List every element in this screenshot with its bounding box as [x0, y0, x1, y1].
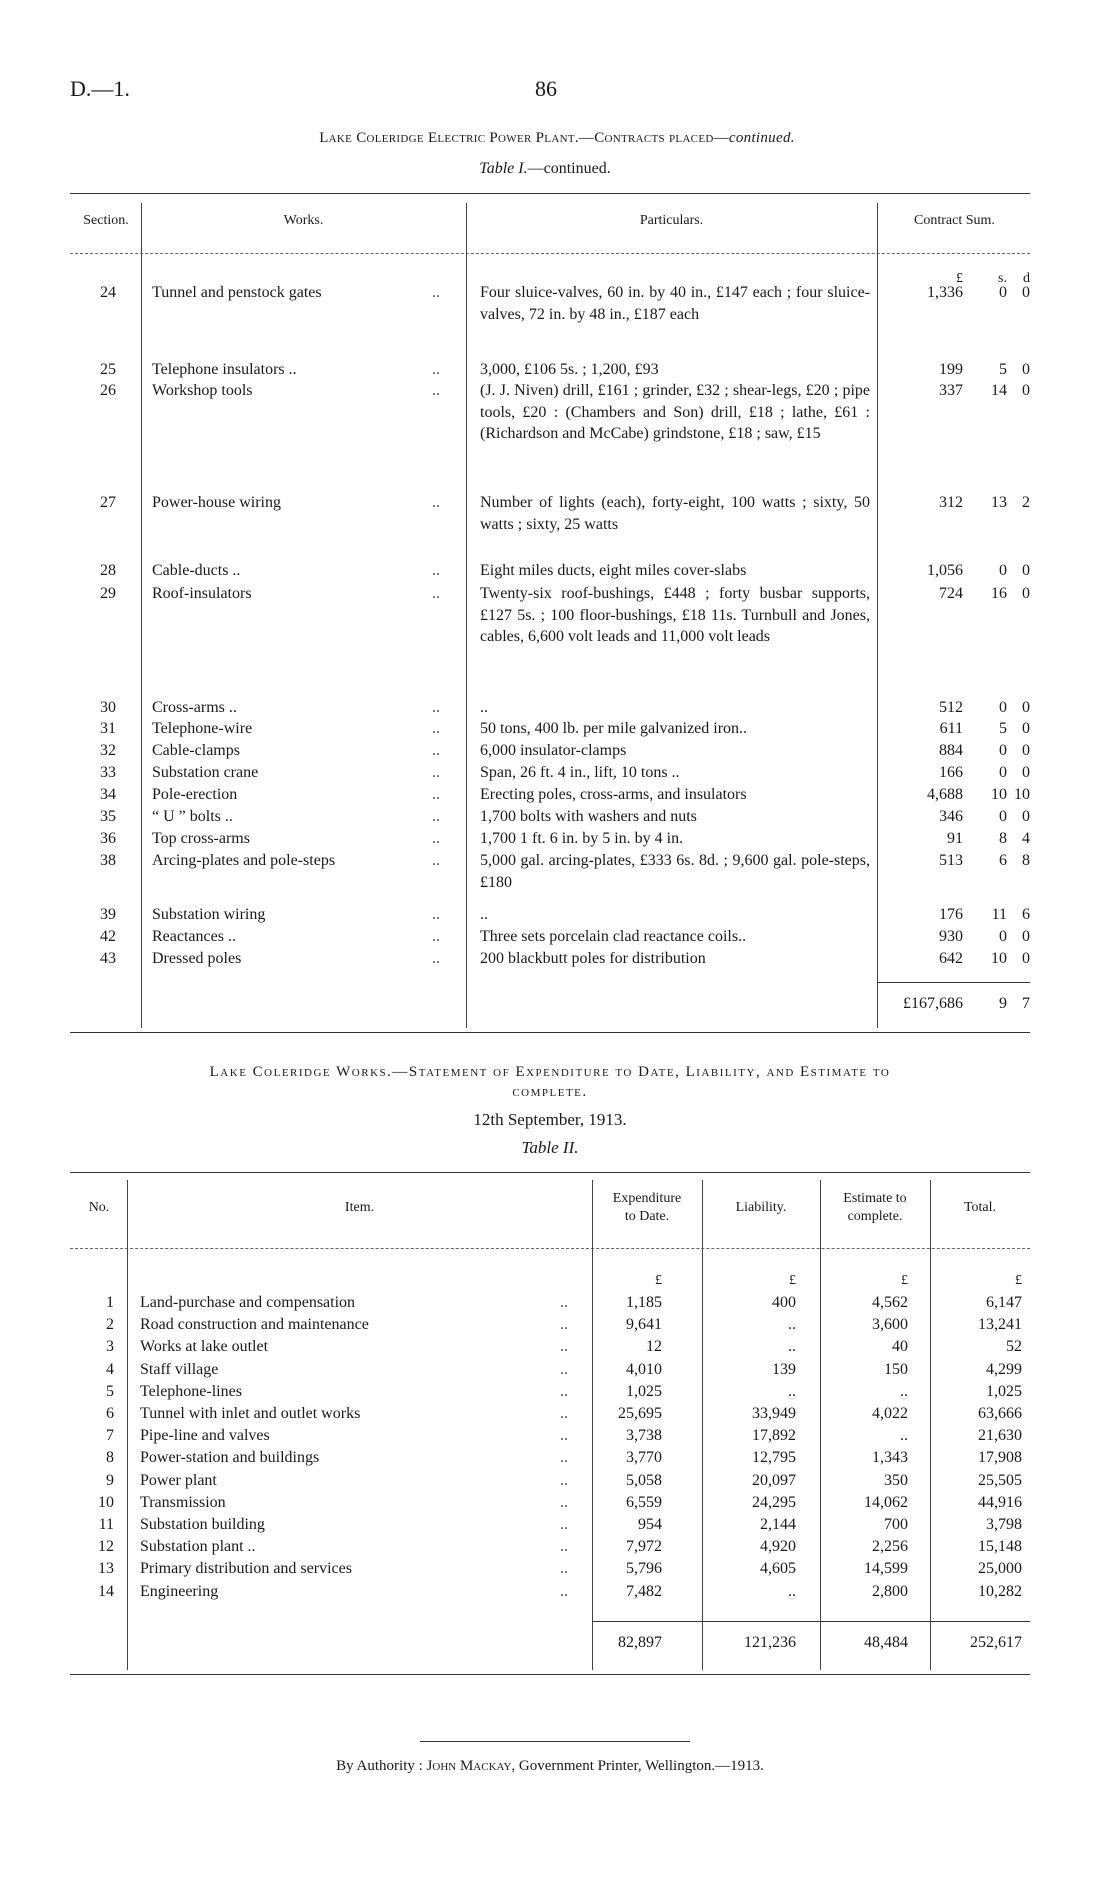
row-section: 42 — [100, 928, 116, 945]
row-liability: .. — [788, 1382, 796, 1400]
row-pence: 2 — [1022, 494, 1030, 511]
row-item: Primary distribution and services — [140, 1560, 352, 1578]
row-pounds: 930 — [939, 928, 963, 945]
t2-header-total: Total. — [963, 1200, 997, 1215]
row-item: Transmission — [140, 1493, 226, 1511]
table2-date: 12th September, 1913. — [473, 1110, 627, 1129]
table1-total-pounds: £167,686 — [903, 995, 963, 1012]
t2-header-item: Item. — [344, 1200, 375, 1215]
row-liability: 400 — [772, 1294, 796, 1311]
row-total: 25,000 — [978, 1560, 1022, 1578]
row-leader-dots: .. — [432, 562, 440, 579]
row-item: Substation plant .. — [140, 1538, 256, 1556]
row-no: 10 — [98, 1493, 114, 1511]
row-pence: 0 — [1022, 720, 1030, 737]
row-particulars: (J. J. Niven) drill, £161 ; grinder, £32 ; shear-legs, £20 ; pipe tools, £20 : (Chambers and Son) drill, £18 ; lathe, £61 : (Richardson and McCabe) grindstone, £18 ; saw, £15 — [480, 382, 870, 442]
row-pence: 0 — [1022, 764, 1030, 781]
t2-header-liability: Liability. — [735, 1200, 787, 1215]
row-particulars: Four sluice-valves, 60 in. by 40 in., £147 each ; four sluice-valves, 72 in. by 48 in., £187 each — [480, 284, 870, 323]
row-item: Tunnel with inlet and outlet works — [140, 1405, 361, 1422]
row-total: 52 — [1006, 1338, 1022, 1356]
t2-total-expenditure: 82,897 — [618, 1634, 662, 1651]
row-leader-dots: .. — [560, 1582, 568, 1600]
row-total: 17,908 — [978, 1449, 1022, 1467]
row-section: 43 — [100, 950, 116, 967]
row-works: Cable-ducts .. — [152, 562, 241, 579]
row-leader-dots: .. — [560, 1449, 568, 1467]
row-expenditure: 954 — [638, 1516, 662, 1533]
row-pence: 0 — [1022, 284, 1030, 301]
row-pounds: 724 — [939, 585, 963, 602]
row-total: 10,282 — [978, 1582, 1022, 1600]
row-pounds: 1,056 — [927, 562, 963, 579]
row-expenditure: 25,695 — [618, 1405, 662, 1422]
row-leader-dots: .. — [560, 1427, 568, 1445]
row-leader-dots: .. — [432, 786, 440, 803]
table1-title: Lake Coleridge Electric Power Plant.—Contracts placed—continued. — [319, 130, 795, 146]
row-shillings: 0 — [999, 808, 1007, 825]
row-pence: 0 — [1022, 950, 1030, 967]
row-leader-dots: .. — [560, 1538, 568, 1556]
row-leader-dots: .. — [560, 1294, 568, 1311]
row-estimate: 2,256 — [872, 1538, 908, 1556]
row-pounds: 346 — [939, 808, 963, 825]
row-section: 36 — [100, 830, 116, 847]
row-pence: 0 — [1022, 585, 1030, 602]
row-section: 34 — [100, 786, 116, 803]
row-liability: 20,097 — [752, 1471, 796, 1489]
row-pence: 0 — [1022, 928, 1030, 945]
row-particulars: 50 tons, 400 lb. per mile galvanized iron.. — [480, 720, 748, 737]
row-pence: 0 — [1022, 699, 1030, 716]
row-expenditure: 5,796 — [626, 1560, 662, 1578]
row-estimate: .. — [900, 1427, 908, 1445]
row-no: 1 — [106, 1294, 114, 1311]
row-estimate: 150 — [884, 1360, 908, 1378]
row-pence: 4 — [1022, 830, 1030, 847]
row-shillings: 0 — [999, 742, 1007, 759]
row-total: 3,798 — [986, 1516, 1022, 1533]
row-total: 25,505 — [978, 1471, 1022, 1489]
row-expenditure: 9,641 — [626, 1316, 662, 1334]
row-total: 13,241 — [978, 1316, 1022, 1334]
row-pounds: 1,336 — [927, 284, 963, 301]
row-section: 27 — [100, 494, 116, 511]
row-particulars: .. — [480, 906, 488, 923]
table2-label: Table II. — [521, 1138, 579, 1157]
row-estimate: 14,599 — [864, 1560, 908, 1578]
row-liability: 33,949 — [752, 1405, 796, 1422]
row-liability: 4,920 — [760, 1538, 796, 1556]
row-liability: 24,295 — [752, 1493, 796, 1511]
row-works: Power-house wiring — [152, 494, 281, 511]
row-liability: 4,605 — [760, 1560, 796, 1578]
row-estimate: 40 — [892, 1338, 908, 1356]
row-section: 33 — [100, 764, 116, 781]
row-shillings: 14 — [991, 382, 1007, 399]
row-item: Substation building — [140, 1516, 265, 1533]
row-pounds: 611 — [939, 720, 963, 737]
row-section: 28 — [100, 562, 116, 579]
row-expenditure: 1,025 — [626, 1382, 662, 1400]
row-total: 4,299 — [986, 1360, 1022, 1378]
row-leader-dots: .. — [560, 1560, 568, 1578]
row-leader-dots: .. — [432, 361, 440, 378]
t2-header-expenditure: Expenditure to Date. — [612, 1191, 682, 1224]
row-no: 6 — [106, 1405, 114, 1422]
unit-pounds: £ — [956, 271, 963, 286]
row-shillings: 8 — [999, 830, 1007, 847]
row-shillings: 13 — [991, 494, 1007, 511]
row-leader-dots: .. — [432, 720, 440, 737]
row-item: Power-station and buildings — [140, 1449, 320, 1467]
row-shillings: 0 — [999, 562, 1007, 579]
row-pence: 0 — [1022, 562, 1030, 579]
row-no: 8 — [106, 1449, 114, 1467]
row-particulars: .. — [480, 699, 488, 716]
row-pounds: 91 — [947, 830, 963, 847]
table1-total-shillings: 9 — [999, 995, 1007, 1012]
row-estimate: 4,022 — [872, 1405, 908, 1422]
printer-imprint: By Authority : John Mackay, Government Printer, Wellington.—1913. — [336, 1758, 764, 1774]
row-works: Telephone-wire — [152, 720, 253, 737]
row-total: 21,630 — [978, 1427, 1022, 1445]
col-header-works: Works. — [283, 213, 324, 228]
row-particulars: Number of lights (each), forty-eight, 100 watts ; sixty, 50 watts ; sixty, 25 watts — [480, 494, 870, 533]
row-liability: .. — [788, 1338, 796, 1356]
row-pounds: 176 — [939, 906, 963, 923]
pound-unit: £ — [789, 1273, 796, 1288]
row-item: Road construction and maintenance — [140, 1316, 369, 1334]
row-leader-dots: .. — [432, 382, 440, 399]
row-estimate: .. — [900, 1382, 908, 1400]
row-leader-dots: .. — [432, 585, 440, 602]
row-expenditure: 12 — [646, 1338, 662, 1356]
row-works: Pole-erection — [152, 786, 238, 803]
row-works: Dressed poles — [152, 950, 242, 967]
row-no: 7 — [106, 1427, 114, 1445]
row-shillings: 6 — [999, 852, 1007, 869]
document-reference: D.—1. — [70, 76, 130, 101]
row-shillings: 11 — [991, 906, 1007, 923]
row-works: Telephone insulators .. — [152, 361, 297, 378]
row-section: 26 — [100, 382, 116, 399]
t2-total-estimate: 48,484 — [864, 1634, 908, 1651]
table1-subtitle: Table I.—continued. — [479, 160, 611, 177]
row-shillings: 5 — [999, 720, 1007, 737]
row-leader-dots: .. — [560, 1405, 568, 1422]
row-leader-dots: .. — [432, 284, 440, 301]
row-pounds: 513 — [939, 852, 963, 869]
row-leader-dots: .. — [432, 906, 440, 923]
row-works: Arcing-plates and pole-steps — [152, 852, 336, 869]
row-estimate: 1,343 — [872, 1449, 908, 1467]
row-pounds: 4,688 — [927, 786, 963, 803]
pound-unit: £ — [1015, 1273, 1022, 1288]
row-item: Works at lake outlet — [140, 1338, 269, 1356]
unit-pence: d — [1023, 271, 1030, 286]
row-no: 14 — [98, 1582, 114, 1600]
row-leader-dots: .. — [560, 1382, 568, 1400]
row-leader-dots: .. — [560, 1471, 568, 1489]
unit-shillings: s. — [998, 271, 1007, 286]
row-estimate: 14,062 — [864, 1493, 908, 1511]
row-leader-dots: .. — [432, 742, 440, 759]
row-no: 3 — [106, 1338, 114, 1356]
row-leader-dots: .. — [560, 1338, 568, 1356]
row-estimate: 2,800 — [872, 1582, 908, 1600]
row-leader-dots: .. — [560, 1516, 568, 1533]
row-liability: 17,892 — [752, 1427, 796, 1445]
row-pence: 0 — [1022, 808, 1030, 825]
row-estimate: 4,562 — [872, 1294, 908, 1311]
row-expenditure: 7,972 — [626, 1538, 662, 1556]
row-shillings: 16 — [991, 585, 1007, 602]
row-total: 44,916 — [978, 1493, 1022, 1511]
row-leader-dots: .. — [432, 699, 440, 716]
row-section: 38 — [100, 852, 116, 869]
row-expenditure: 5,058 — [626, 1471, 662, 1489]
row-item: Pipe-line and valves — [140, 1427, 270, 1445]
row-total: 15,148 — [978, 1538, 1022, 1556]
row-section: 29 — [100, 585, 116, 602]
row-expenditure: 3,738 — [626, 1427, 662, 1445]
row-pounds: 166 — [939, 764, 963, 781]
row-liability: 139 — [772, 1360, 796, 1378]
t2-total-liability: 121,236 — [744, 1634, 796, 1651]
row-expenditure: 4,010 — [626, 1360, 662, 1378]
row-pounds: 199 — [939, 361, 963, 378]
row-no: 4 — [106, 1360, 114, 1378]
row-item: Telephone-lines — [140, 1382, 242, 1400]
row-works: Tunnel and penstock gates — [152, 284, 322, 301]
row-particulars: Erecting poles, cross-arms, and insulators — [480, 786, 747, 803]
row-total: 6,147 — [986, 1294, 1022, 1311]
row-liability: 12,795 — [752, 1449, 796, 1467]
row-pence: 8 — [1022, 852, 1030, 869]
col-header-section: Section. — [83, 213, 129, 228]
row-works: Top cross-arms — [152, 830, 250, 847]
row-particulars: 1,700 bolts with washers and nuts — [480, 808, 697, 825]
row-section: 35 — [100, 808, 116, 825]
page-number: 86 — [535, 76, 557, 101]
row-leader-dots: .. — [432, 928, 440, 945]
row-estimate: 700 — [884, 1516, 908, 1533]
row-section: 32 — [100, 742, 116, 759]
row-particulars: 200 blackbutt poles for distribution — [480, 950, 706, 967]
row-leader-dots: .. — [432, 830, 440, 847]
row-particulars: 6,000 insulator-clamps — [480, 742, 627, 759]
row-section: 25 — [100, 361, 116, 378]
row-shillings: 5 — [999, 361, 1007, 378]
row-estimate: 3,600 — [872, 1316, 908, 1334]
row-shillings: 0 — [999, 284, 1007, 301]
table2-title: Lake Coleridge Works.—Statement of Expenditure to Date, Liability, and Estimate to complete. — [209, 1064, 891, 1100]
row-liability: .. — [788, 1316, 796, 1334]
row-works: Cross-arms .. — [152, 699, 237, 716]
row-expenditure: 7,482 — [626, 1582, 662, 1600]
row-works: Workshop tools — [152, 382, 253, 399]
row-no: 13 — [98, 1560, 114, 1578]
col-header-contract-sum: Contract Sum. — [914, 213, 995, 228]
row-pounds: 312 — [939, 494, 963, 511]
row-pence: 0 — [1022, 361, 1030, 378]
row-particulars: 1,700 1 ft. 6 in. by 5 in. by 4 in. — [480, 830, 684, 847]
row-item: Power plant — [140, 1471, 217, 1489]
row-leader-dots: .. — [432, 764, 440, 781]
row-shillings: 0 — [999, 764, 1007, 781]
row-particulars: 3,000, £106 5s. ; 1,200, £93 — [480, 361, 659, 378]
row-particulars: Eight miles ducts, eight miles cover-slabs — [480, 562, 747, 579]
row-pence: 10 — [1014, 786, 1030, 803]
row-section: 24 — [100, 284, 116, 301]
row-works: “ U ” bolts .. — [152, 808, 233, 825]
row-leader-dots: .. — [560, 1360, 568, 1378]
row-expenditure: 3,770 — [626, 1449, 662, 1467]
row-pounds: 512 — [939, 699, 963, 716]
row-shillings: 0 — [999, 928, 1007, 945]
row-item: Engineering — [140, 1582, 219, 1600]
row-pounds: 337 — [939, 382, 963, 399]
row-leader-dots: .. — [432, 494, 440, 511]
row-item: Land-purchase and compensation — [140, 1294, 356, 1311]
row-leader-dots: .. — [432, 808, 440, 825]
row-shillings: 10 — [991, 950, 1007, 967]
t2-total-total: 252,617 — [970, 1634, 1022, 1651]
row-particulars: Twenty-six roof-bushings, £448 ; forty busbar supports, £127 5s. ; 100 floor-bushings, £18 11s. Turnbull and Jones, cables, 6,600 volt leads and 11,000 volt leads — [480, 585, 870, 645]
row-pence: 6 — [1022, 906, 1030, 923]
row-pence: 0 — [1022, 742, 1030, 759]
row-particulars: 5,000 gal. arcing-plates, £333 6s. 8d. ; 9,600 gal. pole-steps, £180 — [480, 852, 870, 891]
row-no: 12 — [98, 1538, 114, 1556]
row-leader-dots: .. — [432, 852, 440, 869]
row-leader-dots: .. — [560, 1493, 568, 1511]
row-estimate: 350 — [884, 1471, 908, 1489]
row-works: Roof-insulators — [152, 585, 252, 602]
row-pence: 0 — [1022, 382, 1030, 399]
row-leader-dots: .. — [432, 950, 440, 967]
row-leader-dots: .. — [560, 1316, 568, 1334]
row-works: Substation crane — [152, 764, 259, 781]
col-header-particulars: Particulars. — [639, 213, 704, 228]
row-particulars: Three sets porcelain clad reactance coils.. — [480, 928, 747, 945]
t2-header-estimate: Estimate to complete. — [843, 1191, 907, 1224]
row-liability: 2,144 — [760, 1516, 796, 1533]
row-shillings: 10 — [991, 786, 1007, 803]
row-no: 11 — [98, 1516, 114, 1533]
pound-unit: £ — [655, 1273, 662, 1288]
row-works: Cable-clamps — [152, 742, 240, 759]
row-pounds: 884 — [939, 742, 963, 759]
row-section: 30 — [100, 699, 116, 716]
pound-unit: £ — [901, 1273, 908, 1288]
row-total: 1,025 — [986, 1382, 1022, 1400]
row-no: 5 — [106, 1382, 114, 1400]
row-section: 31 — [100, 720, 116, 737]
table1-total-pence: 7 — [1022, 995, 1030, 1012]
row-item: Staff village — [140, 1360, 219, 1378]
row-works: Reactances .. — [152, 928, 236, 945]
row-particulars: Span, 26 ft. 4 in., lift, 10 tons .. — [480, 764, 680, 781]
t2-header-no: No. — [88, 1200, 110, 1215]
row-expenditure: 1,185 — [626, 1294, 662, 1311]
row-no: 9 — [106, 1471, 114, 1489]
row-pounds: 642 — [939, 950, 963, 967]
row-works: Substation wiring — [152, 906, 266, 923]
row-total: 63,666 — [978, 1405, 1022, 1422]
row-expenditure: 6,559 — [626, 1493, 662, 1511]
row-liability: .. — [788, 1582, 796, 1600]
row-shillings: 0 — [999, 699, 1007, 716]
row-no: 2 — [106, 1316, 114, 1334]
row-section: 39 — [100, 906, 116, 923]
